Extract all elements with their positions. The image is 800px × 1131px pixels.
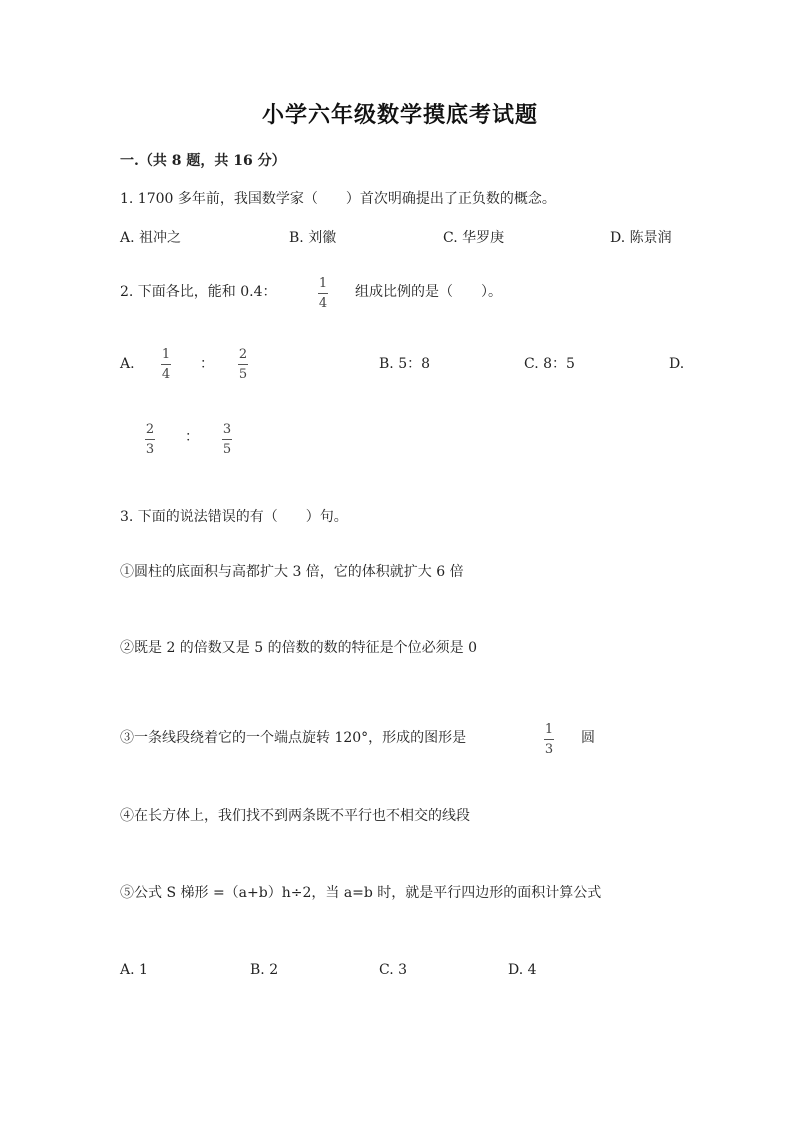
fraction-numerator: 1 xyxy=(161,347,171,362)
question-2-stem-fraction xyxy=(318,276,328,311)
question-3-option-b: B. 2 xyxy=(250,962,279,978)
question-3-statement-4: ④在长方体上，我们找不到两条既不平行也不相交的线段 xyxy=(120,808,470,824)
question-1-option-d: D. 陈景润 xyxy=(610,230,672,246)
fraction-numerator: 1 xyxy=(544,722,554,737)
fraction-bar xyxy=(318,293,328,294)
question-1-option-c: C. 华罗庚 xyxy=(443,230,505,246)
question-2-option-d-label: D. xyxy=(669,356,685,372)
question-2-option-d-fraction-1 xyxy=(145,422,155,457)
question-3-stem: 3. 下面的说法错误的有（ ）句。 xyxy=(120,509,348,525)
question-2-option-d-colon: ： xyxy=(185,429,199,445)
question-1-option-a: A. 祖冲之 xyxy=(120,230,182,246)
question-3-statement-1: ①圆柱的底面积与高都扩大 3 倍，它的体积就扩大 6 倍 xyxy=(120,564,464,580)
question-2-option-b: B. 5：8 xyxy=(379,356,431,372)
question-2-option-d-fraction-2 xyxy=(222,422,232,457)
question-3-statement-3-fraction xyxy=(544,722,554,757)
fraction-denominator: 4 xyxy=(161,367,171,382)
fraction-denominator: 3 xyxy=(544,742,554,757)
question-2-option-c: C. 8：5 xyxy=(524,356,575,372)
question-3-option-d: D. 4 xyxy=(508,962,537,978)
question-2-option-a-colon: ： xyxy=(200,356,214,372)
fraction-bar xyxy=(161,364,171,365)
question-2-option-a-fraction-2 xyxy=(238,347,248,382)
question-2-stem-end: 组成比例的是（ ）。 xyxy=(355,284,502,300)
fraction-bar xyxy=(238,364,248,365)
question-1-stem: 1. 1700 多年前，我国数学家（ ）首次明确提出了正负数的概念。 xyxy=(120,191,556,207)
fraction-bar xyxy=(544,739,554,740)
section-heading: 一.（共 8 题，共 16 分） xyxy=(120,153,286,169)
question-2-option-a-fraction-1 xyxy=(161,347,171,382)
fraction-numerator: 2 xyxy=(238,347,248,362)
fraction-denominator: 3 xyxy=(145,442,155,457)
question-3-option-c: C. 3 xyxy=(379,962,408,978)
question-1-option-b: B. 刘徽 xyxy=(289,230,337,246)
question-3-statement-2: ②既是 2 的倍数又是 5 的倍数的数的特征是个位必须是 0 xyxy=(120,640,477,656)
fraction-numerator: 2 xyxy=(145,422,155,437)
question-3-statement-3-start: ③一条线段绕着它的一个端点旋转 120°，形成的图形是 xyxy=(120,730,467,746)
fraction-bar xyxy=(145,439,155,440)
fraction-bar xyxy=(222,439,232,440)
fraction-denominator: 5 xyxy=(238,367,248,382)
fraction-denominator: 5 xyxy=(222,442,232,457)
question-3-statement-5: ⑤公式 S 梯形 =（a+b）h÷2，当 a=b 时，就是平行四边形的面积计算公式 xyxy=(120,885,602,901)
question-3-option-a: A. 1 xyxy=(120,962,148,978)
question-3-statement-3-end: 圆 xyxy=(581,730,595,746)
fraction-denominator: 4 xyxy=(318,296,328,311)
question-2-option-a-label: A. xyxy=(120,356,135,372)
question-2-stem-start: 2. 下面各比，能和 0.4： xyxy=(120,284,277,300)
fraction-numerator: 1 xyxy=(318,276,328,291)
page-title: 小学六年级数学摸底考试题 xyxy=(261,102,538,128)
fraction-numerator: 3 xyxy=(222,422,232,437)
